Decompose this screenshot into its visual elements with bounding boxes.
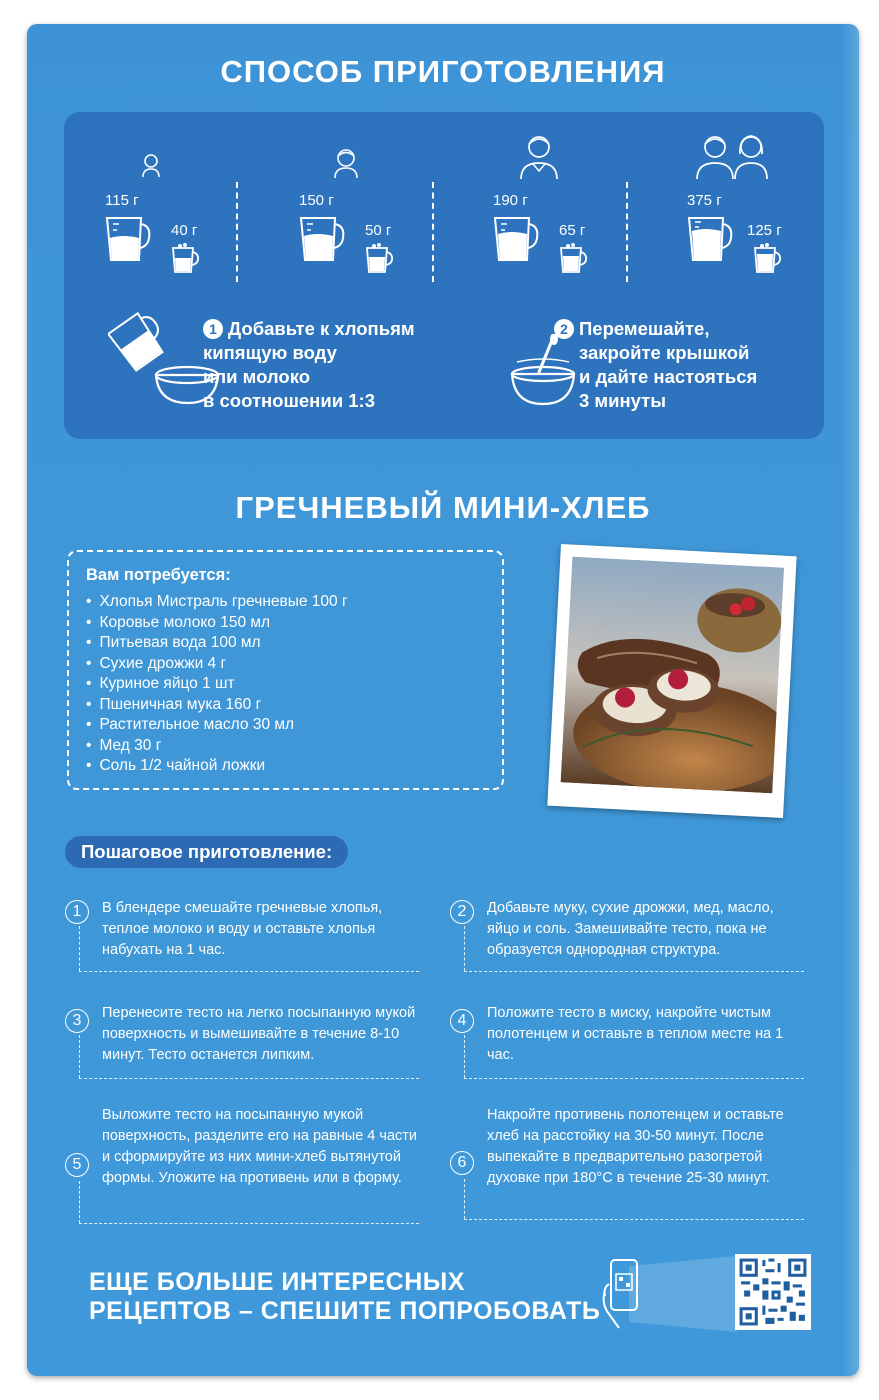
step-divider: [79, 971, 419, 972]
step-line: [79, 1181, 80, 1223]
qr-code[interactable]: [735, 1254, 811, 1330]
flakes-cup-icon: [557, 242, 589, 274]
step-divider: [464, 971, 804, 972]
step-text: Накройте противень полотенцем и оставьте хлеб на расстойку на 30-50 минут. После выпекайте в предварительно разогретой духовке при 180°С в течение 25-30 минут.: [487, 1107, 784, 1186]
step-number: 1: [65, 900, 89, 924]
list-item: • Питьевая вода 100 мл: [86, 633, 348, 654]
measuring-jug-icon: [491, 214, 541, 264]
page-title: СПОСОБ ПРИГОТОВЛЕНИЯ: [220, 54, 666, 89]
step-text: Перенесите тесто на легко посыпанную мукой поверхность и вымешивайте в течение 8-10 минут. Тесто останется липким.: [102, 1005, 416, 1063]
footer-line-2: РЕЦЕПТОВ – СПЕШИТЕ ПОПРОБОВАТЬ: [89, 1297, 601, 1325]
list-item: • Соль 1/2 чайной ложки: [86, 756, 348, 777]
recipe-step-5: [65, 1105, 425, 1225]
prep-step-line: или молоко: [203, 366, 311, 387]
step-divider: [464, 1219, 804, 1220]
step-number: 4: [450, 1009, 474, 1033]
flakes-cup-icon: [751, 242, 783, 274]
portion-column-1: [99, 112, 289, 282]
flakes-amount: 65 г: [559, 222, 586, 239]
water-amount: 190 г: [493, 192, 528, 209]
ingredients-title: Вам потребуется:: [86, 566, 231, 584]
teen-icon: [333, 147, 359, 179]
step-divider: [79, 1078, 419, 1079]
step-number: 2: [554, 319, 574, 339]
column-separator: [432, 182, 434, 282]
step-line: [464, 926, 465, 971]
list-item: • Пшеничная мука 160 г: [86, 695, 348, 716]
water-amount: 115 г: [105, 192, 139, 209]
prep-step-line: в соотношении 1:3: [203, 390, 375, 411]
prep-step-line: кипящую воду: [203, 342, 337, 363]
step-line: [79, 926, 80, 971]
flakes-amount: 40 г: [171, 222, 198, 239]
measuring-jug-icon: [685, 214, 735, 264]
child-icon: [141, 152, 161, 178]
preparation-panel: [64, 112, 824, 439]
step-text: Добавьте муку, сухие дрожжи, мед, масло, яйцо и соль. Замешивайте тесто, пока не образуется однородная структура.: [487, 900, 774, 958]
portion-column-2: [293, 112, 483, 282]
step-text: Выложите тесто на посыпанную мукой поверхность, разделите его на равные 4 части и сформируйте из них мини-хлеб вытянутой формы. Уложите на противень или в форму.: [102, 1107, 417, 1186]
list-item: • Растительное масло 30 мл: [86, 715, 348, 736]
portion-column-3: [487, 112, 677, 282]
prep-step-line: и дайте настояться: [579, 366, 758, 387]
prep-step-line: Перемешайте,: [579, 318, 710, 339]
column-separator: [626, 182, 628, 282]
step-number: 1: [203, 319, 223, 339]
list-item: • Мед 30 г: [86, 736, 348, 757]
prep-step-line: Добавьте к хлопьям: [228, 318, 415, 339]
list-item: • Куриное яйцо 1 шт: [86, 674, 348, 695]
bread-image: [561, 557, 785, 794]
couple-icon: [695, 134, 771, 180]
step-text: В блендере смешайте гречневые хлопья, теплое молоко и воду и оставьте хлопья набухать на 1 час.: [102, 900, 383, 958]
flakes-cup-icon: [169, 242, 201, 274]
flakes-amount: 125 г: [747, 222, 782, 239]
flakes-amount: 50 г: [365, 222, 392, 239]
step-number: 5: [65, 1153, 89, 1177]
prep-step-1: [203, 317, 415, 413]
phone-scan-icon: [599, 1254, 739, 1334]
step-divider: [464, 1078, 804, 1079]
footer-text: [89, 1268, 600, 1326]
recipe-title: ГРЕЧНЕВЫЙ МИНИ-ХЛЕБ: [235, 490, 651, 525]
recipe-card: [27, 24, 859, 1376]
prep-step-line: 3 минуты: [579, 390, 667, 411]
step-number: 3: [65, 1009, 89, 1033]
bread-photo: [547, 544, 796, 818]
footer-line-1: ЕЩЕ БОЛЬШЕ ИНТЕРЕСНЫХ: [89, 1268, 465, 1296]
list-item: • Коровье молоко 150 мл: [86, 613, 348, 634]
steps-title: Пошаговое приготовление:: [65, 836, 348, 868]
water-amount: 150 г: [299, 192, 334, 209]
measuring-jug-icon: [103, 214, 153, 264]
portion-column-4: [681, 112, 859, 282]
step-line: [464, 1035, 465, 1078]
recipe-step-1: [65, 898, 425, 973]
prep-step-2: [554, 317, 757, 413]
flakes-cup-icon: [363, 242, 395, 274]
step-number: 2: [450, 900, 474, 924]
ingredients-box: [67, 550, 504, 790]
step-number: 6: [450, 1151, 474, 1175]
recipe-step-4: [450, 1003, 810, 1081]
prep-step-line: закройте крышкой: [579, 342, 750, 363]
column-separator: [236, 182, 238, 282]
ingredients-list: [86, 592, 348, 777]
list-item: • Сухие дрожжи 4 г: [86, 654, 348, 675]
step-divider: [79, 1223, 419, 1224]
adult-icon: [519, 134, 559, 180]
step-line: [464, 1179, 465, 1219]
recipe-step-6: [450, 1105, 810, 1221]
list-item: • Хлопья Мистраль гречневые 100 г: [86, 592, 348, 613]
step-text: Положите тесто в миску, накройте чистым полотенцем и оставьте в теплом месте на 1 час.: [487, 1005, 784, 1063]
step-line: [79, 1035, 80, 1078]
recipe-step-2: [450, 898, 810, 973]
measuring-jug-icon: [297, 214, 347, 264]
water-amount: 375 г: [687, 192, 722, 209]
recipe-step-3: [65, 1003, 425, 1081]
